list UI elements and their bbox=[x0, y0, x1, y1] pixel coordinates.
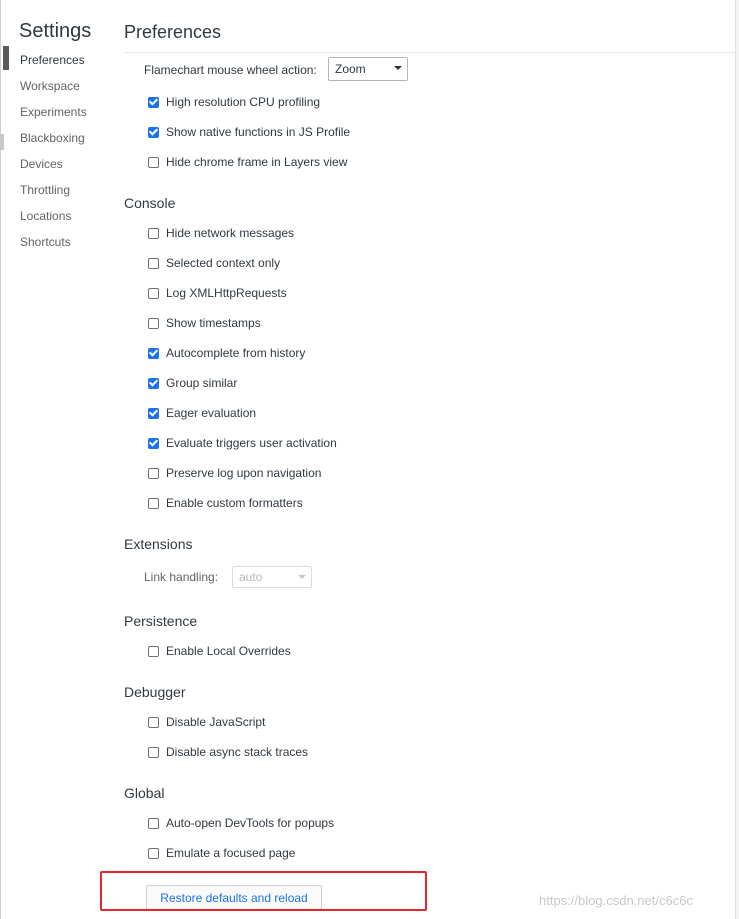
option-label: Evaluate triggers user activation bbox=[166, 436, 337, 450]
sidebar-item-shortcuts[interactable]: Shortcuts bbox=[20, 235, 71, 249]
watermark-text: https://blog.csdn.net/c6c6c bbox=[539, 893, 693, 908]
link-handling-setting bbox=[144, 568, 218, 586]
flamechart-setting bbox=[144, 61, 317, 79]
checkbox[interactable] bbox=[148, 288, 159, 299]
section-heading-debugger: Debugger bbox=[124, 684, 186, 700]
annotation-highlight-box bbox=[100, 871, 427, 911]
preferences-panel bbox=[124, 0, 739, 919]
option-label: Eager evaluation bbox=[166, 406, 257, 420]
option-label: Selected context only bbox=[166, 256, 281, 270]
sidebar-item-locations[interactable]: Locations bbox=[20, 209, 72, 223]
link-handling-select[interactable] bbox=[232, 566, 312, 588]
settings-sidebar bbox=[0, 0, 118, 919]
checkbox[interactable] bbox=[148, 408, 159, 419]
checkbox[interactable] bbox=[148, 438, 159, 449]
title-divider bbox=[124, 52, 735, 53]
chevron-down-icon bbox=[298, 575, 306, 579]
section-heading-persistence: Persistence bbox=[124, 613, 198, 629]
checkbox[interactable] bbox=[148, 818, 159, 829]
option-autocomplete-history[interactable] bbox=[148, 344, 305, 362]
checkbox[interactable] bbox=[148, 378, 159, 389]
option-label: Auto-open DevTools for popups bbox=[166, 816, 335, 830]
option-show-timestamps[interactable] bbox=[148, 314, 261, 332]
option-label: Disable async stack traces bbox=[166, 745, 309, 759]
option-label: Enable Local Overrides bbox=[166, 644, 291, 658]
checkbox[interactable] bbox=[148, 157, 159, 168]
checkbox[interactable] bbox=[148, 97, 159, 108]
sidebar-item-preferences[interactable]: Preferences bbox=[20, 53, 85, 67]
option-disable-javascript[interactable] bbox=[148, 713, 265, 731]
option-label: Log XMLHttpRequests bbox=[166, 286, 287, 300]
checkbox[interactable] bbox=[148, 228, 159, 239]
section-heading-global: Global bbox=[124, 785, 165, 801]
chevron-down-icon bbox=[394, 66, 402, 70]
option-label: Autocomplete from history bbox=[166, 346, 306, 360]
option-label: Show timestamps bbox=[166, 316, 261, 330]
option-label: Show native functions in JS Profile bbox=[166, 125, 351, 139]
flamechart-select-value: Zoom bbox=[335, 62, 366, 76]
option-disable-async-traces[interactable] bbox=[148, 743, 308, 761]
checkbox[interactable] bbox=[148, 747, 159, 758]
option-log-xmlhttprequests[interactable] bbox=[148, 284, 287, 302]
option-hide-chrome-frame[interactable] bbox=[148, 153, 347, 171]
option-label: Hide chrome frame in Layers view bbox=[166, 155, 348, 169]
checkbox[interactable] bbox=[148, 258, 159, 269]
page-title: Preferences bbox=[124, 22, 222, 42]
sidebar-item-blackboxing[interactable]: Blackboxing bbox=[20, 131, 85, 145]
option-label: Enable custom formatters bbox=[166, 496, 303, 510]
checkbox[interactable] bbox=[148, 348, 159, 359]
sidebar-nav bbox=[20, 51, 87, 259]
section-heading-console: Console bbox=[124, 195, 176, 211]
option-label: Group similar bbox=[166, 376, 238, 390]
checkbox[interactable] bbox=[148, 468, 159, 479]
option-label: Preserve log upon navigation bbox=[166, 466, 322, 480]
flamechart-label: Flamechart mouse wheel action: bbox=[144, 63, 317, 77]
sidebar-item-experiments[interactable]: Experiments bbox=[20, 105, 87, 119]
option-hide-network-messages[interactable] bbox=[148, 224, 294, 242]
option-eager-evaluation[interactable] bbox=[148, 404, 256, 422]
option-label: Hide network messages bbox=[166, 226, 295, 240]
sidebar-item-devices[interactable]: Devices bbox=[20, 157, 63, 171]
option-selected-context-only[interactable] bbox=[148, 254, 280, 272]
checkbox[interactable] bbox=[148, 646, 159, 657]
checkbox[interactable] bbox=[148, 498, 159, 509]
sidebar-item-workspace[interactable]: Workspace bbox=[20, 79, 80, 93]
checkbox[interactable] bbox=[148, 717, 159, 728]
option-high-res-cpu[interactable] bbox=[148, 93, 320, 111]
sidebar-title: Settings bbox=[19, 20, 92, 42]
option-label: Disable JavaScript bbox=[166, 715, 266, 729]
restore-defaults-button[interactable]: Restore defaults and reload bbox=[146, 885, 322, 910]
option-label: Emulate a focused page bbox=[166, 846, 296, 860]
sidebar-item-throttling[interactable]: Throttling bbox=[20, 183, 71, 197]
flamechart-select[interactable] bbox=[328, 57, 408, 81]
option-emulate-focused-page[interactable] bbox=[148, 844, 295, 862]
option-evaluate-triggers-activation[interactable] bbox=[148, 434, 337, 452]
section-heading-extensions: Extensions bbox=[124, 536, 193, 552]
option-auto-open-devtools[interactable] bbox=[148, 814, 334, 832]
option-local-overrides[interactable] bbox=[148, 642, 291, 660]
checkbox[interactable] bbox=[148, 127, 159, 138]
link-handling-value: auto bbox=[239, 570, 263, 584]
option-group-similar[interactable] bbox=[148, 374, 237, 392]
option-label: High resolution CPU profiling bbox=[166, 95, 321, 109]
checkbox[interactable] bbox=[148, 848, 159, 859]
option-native-functions[interactable] bbox=[148, 123, 350, 141]
option-preserve-log[interactable] bbox=[148, 464, 321, 482]
checkbox[interactable] bbox=[148, 318, 159, 329]
link-handling-label: Link handling: bbox=[144, 570, 219, 584]
option-custom-formatters[interactable] bbox=[148, 494, 303, 512]
